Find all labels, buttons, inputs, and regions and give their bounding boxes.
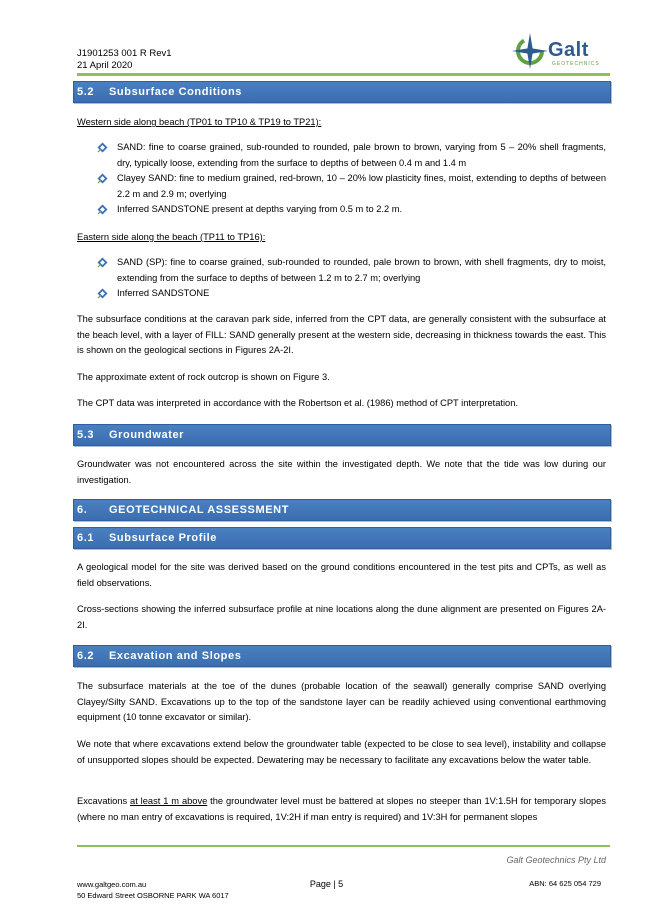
footer-company-name: Galt Geotechnics Pty Ltd: [506, 855, 606, 865]
footer-website: www.galtgeo.com.au: [77, 880, 147, 889]
list-item: SAND (SP): fine to coarse grained, sub-rounded to rounded, pale brown to brown, with shell fragments, dry to moist, extending from the surface to depths of between 1.2 m to 2.7 m; overlying: [97, 255, 606, 286]
document-reference: [77, 48, 172, 72]
logo-wordmark: Galt: [548, 39, 589, 61]
page-number: Page | 5: [309, 879, 344, 889]
paragraph: Groundwater was not encountered across the site within the investigated depth. We note that the tide was low during our investigation.: [77, 459, 606, 485]
logo-subtitle: GEOTECHNICS: [552, 61, 600, 67]
paragraph: Excavations at least 1 m above the groundwater level must be battered at slopes no steeper than 1V:1.5H for temporary slopes (where no man entry of excavations is required, 1V:2H if man entry is required) and 1V:3H for permanent slopes: [77, 796, 607, 822]
section-number: 5.3: [77, 429, 95, 441]
paragraph: The subsurface materials at the toe of the dunes (probable location of the seawall) generally comprise SAND overlying Clayey/Silty SAND. Excavations up to the top of the sandstone layer can be readily achieved using conventional earthmoving equipment (10 tonne excavator or similar).: [77, 681, 606, 722]
section-number: 6.2: [77, 650, 95, 662]
section-number: 5.2: [77, 86, 95, 98]
footer-abn: ABN: 64 625 054 729: [529, 879, 601, 888]
section-title: GEOTECHNICAL ASSESSMENT: [109, 504, 290, 516]
diamond-arrow-bullet-icon: [97, 204, 108, 215]
paragraph: We note that where excavations extend below the groundwater table (expected to be close to sea level), instability and collapse of unsupported slopes should be expected. Dewatering may be necessary to facilitate any excavations below the water table.: [77, 739, 606, 765]
western-side-heading: Western side along beach (TP01 to TP10 & TP19 to TP21):: [77, 117, 322, 127]
section-number: 6.1: [77, 532, 95, 544]
paragraph: The subsurface conditions at the caravan park side, inferred from the CPT data, are generally consistent with the subsurface at the beach level, with a layer of FILL: SAND generally present at the western side, decreasing in thickness towards the east. This is shown on the geological sections in Figures 2A-2I.: [77, 314, 606, 355]
paragraph: The CPT data was interpreted in accordance with the Robertson et al. (1986) method of CPT interpretation.: [77, 398, 518, 408]
list-item: Clayey SAND: fine to medium grained, red-brown, 10 – 20% low plasticity fines, moist, extending to depths of between 2.2 m and 2.9 m; overlying: [97, 171, 606, 202]
paragraph: Cross-sections showing the inferred subsurface profile at nine locations along the dune alignment are presented on Figures 2A-2I.: [77, 604, 606, 630]
underlined-phrase: at least 1 m above: [130, 796, 208, 806]
list-item: Inferred SANDSTONE: [97, 286, 606, 302]
section-heading-6-2: [73, 645, 611, 667]
galt-logo: [510, 31, 610, 71]
list-item: SAND: fine to coarse grained, sub-rounded to rounded, pale brown to brown, varying from 5 – 20% shell fragments, dry, typically loose, extending from the surface to depths of between 0.4 m and 1.4 m: [97, 140, 606, 171]
section-title: Groundwater: [109, 429, 185, 441]
document-number: J1901253 001 R Rev1: [77, 48, 172, 59]
footer-address: 50 Edward Street OSBORNE PARK WA 6017: [77, 891, 229, 900]
footer-divider: [77, 845, 610, 847]
section-title: Subsurface Profile: [109, 532, 217, 544]
eastern-side-list: [97, 255, 606, 302]
header-divider: [77, 73, 610, 76]
paragraph: A geological model for the site was derived based on the ground conditions encountered in the test pits and CPTs, as well as field observations.: [77, 562, 606, 588]
diamond-arrow-bullet-icon: [97, 173, 108, 184]
section-heading-5-2: [73, 81, 611, 103]
section-title: Subsurface Conditions: [109, 86, 242, 98]
section-title: Excavation and Slopes: [109, 650, 242, 662]
diamond-arrow-bullet-icon: [97, 257, 108, 268]
list-item: Inferred SANDSTONE present at depths varying from 0.5 m to 2.2 m.: [97, 202, 606, 218]
section-number: 6.: [77, 504, 88, 516]
section-heading-6-1: [73, 527, 611, 549]
eastern-side-heading: Eastern side along the beach (TP11 to TP16):: [77, 232, 266, 242]
western-side-list: [97, 140, 606, 218]
diamond-arrow-bullet-icon: [97, 288, 108, 299]
section-heading-6: [73, 499, 611, 521]
galt-compass-logo-icon: [510, 31, 550, 71]
diamond-arrow-bullet-icon: [97, 142, 108, 153]
section-heading-5-3: [73, 424, 611, 446]
document-date: 21 April 2020: [77, 60, 133, 71]
paragraph: The approximate extent of rock outcrop is shown on Figure 3.: [77, 372, 330, 382]
